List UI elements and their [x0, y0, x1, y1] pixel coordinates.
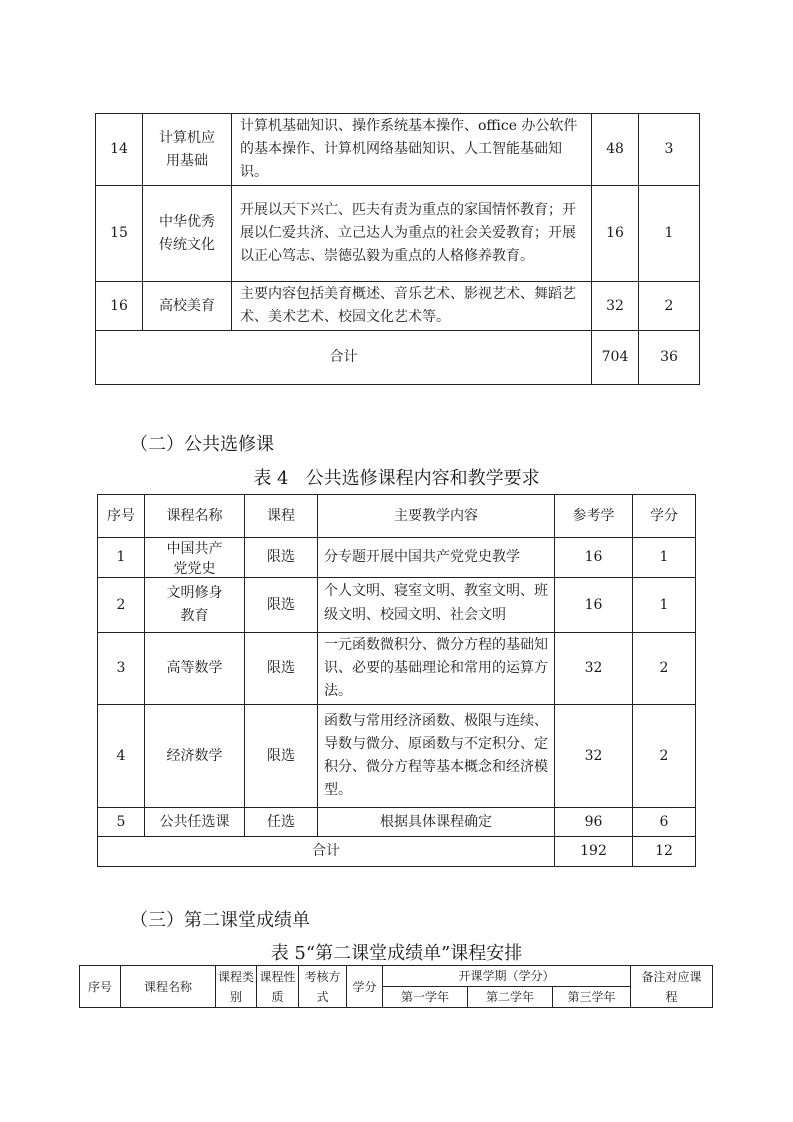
- course-credits: 2: [633, 633, 696, 705]
- total-row: [98, 837, 696, 867]
- total-row: [96, 331, 700, 385]
- header-remark: 备注对应课程: [631, 966, 713, 1008]
- course-credits: 3: [639, 114, 700, 186]
- course-content: 分专题开展中国共产党党史教学: [318, 538, 555, 578]
- row-number: 5: [98, 808, 145, 837]
- course-name: 计算机应用基础: [143, 114, 232, 186]
- header-year-2: 第二学年: [468, 987, 553, 1008]
- course-content: 个人文明、寝室文明、教室文明、班级文明、校园文明、社会文明: [318, 578, 555, 633]
- course-hours: 96: [555, 808, 633, 837]
- required-courses-table-continuation: [95, 113, 700, 385]
- total-hours: 704: [592, 331, 639, 385]
- header-category: 课程类别: [216, 966, 257, 1008]
- course-type: 任选: [245, 808, 318, 837]
- row-number: 15: [96, 186, 143, 282]
- table-row: [98, 538, 696, 578]
- total-label: 合计: [96, 331, 592, 385]
- course-hours: 16: [555, 538, 633, 578]
- course-credits: 1: [633, 538, 696, 578]
- table-row: [96, 186, 700, 282]
- section-heading-public-electives: （二）公共选修课: [130, 434, 274, 455]
- course-content: 主要内容包括美育概述、音乐艺术、影视艺术、舞蹈艺术、美术艺术、校园文化艺术等。: [232, 282, 592, 331]
- header-type: 课程: [245, 495, 318, 538]
- second-classroom-schedule-table: [79, 965, 713, 1008]
- course-credits: 6: [633, 808, 696, 837]
- table-row: [98, 705, 696, 808]
- course-name: 高校美育: [143, 282, 232, 331]
- total-hours: 192: [555, 837, 633, 867]
- course-credits: 2: [633, 705, 696, 808]
- course-content: 一元函数微积分、微分方程的基础知识、必要的基础理论和常用的运算方法。: [318, 633, 555, 705]
- table-row: [98, 808, 696, 837]
- course-content: 计算机基础知识、操作系统基本操作、office 办公软件的基本操作、计算机网络基础知识、人工智能基础知识。: [232, 114, 592, 186]
- row-number: 14: [96, 114, 143, 186]
- course-type: 限选: [245, 538, 318, 578]
- total-credits: 12: [633, 837, 696, 867]
- row-number: 2: [98, 578, 145, 633]
- table-caption: 表 4 公共选修课程内容和教学要求: [253, 468, 540, 489]
- public-electives-table: [97, 494, 696, 867]
- course-name: 文明修身教育: [145, 578, 245, 633]
- course-hours: 16: [592, 186, 639, 282]
- section-heading-second-classroom: （三）第二课堂成绩单: [130, 910, 310, 931]
- header-no: 序号: [98, 495, 145, 538]
- course-name: 高等数学: [145, 633, 245, 705]
- course-hours: 32: [555, 705, 633, 808]
- course-hours: 32: [555, 633, 633, 705]
- course-credits: 1: [639, 186, 700, 282]
- header-name: 课程名称: [145, 495, 245, 538]
- header-nature: 课程性质: [257, 966, 299, 1008]
- table-row: [96, 282, 700, 331]
- table-header-row: [98, 495, 696, 538]
- row-number: 4: [98, 705, 145, 808]
- table-caption: 表 5“第二课堂成绩单”课程安排: [270, 943, 523, 964]
- course-content: 函数与常用经济函数、极限与连续、导数与微分、原函数与不定积分、定积分、微分方程等基本概念和经济模型。: [318, 705, 555, 808]
- total-credits: 36: [639, 331, 700, 385]
- course-name: 经济数学: [145, 705, 245, 808]
- course-name: 中华优秀传统文化: [143, 186, 232, 282]
- course-name: 中国共产党党史: [145, 538, 245, 578]
- course-type: 限选: [245, 578, 318, 633]
- course-credits: 2: [639, 282, 700, 331]
- row-number: 16: [96, 282, 143, 331]
- row-number: 1: [98, 538, 145, 578]
- header-credit: 学分: [347, 966, 383, 1008]
- header-year-1: 第一学年: [383, 987, 468, 1008]
- header-year-3: 第三学年: [553, 987, 631, 1008]
- table-row: [96, 114, 700, 186]
- header-credits: 学分: [633, 495, 696, 538]
- table-header-row: [80, 966, 713, 987]
- course-hours: 32: [592, 282, 639, 331]
- table-row: [98, 578, 696, 633]
- header-assessment: 考核方式: [299, 966, 347, 1008]
- course-hours: 48: [592, 114, 639, 186]
- row-number: 3: [98, 633, 145, 705]
- course-credits: 1: [633, 578, 696, 633]
- course-content: 根据具体课程确定: [318, 808, 555, 837]
- course-hours: 16: [555, 578, 633, 633]
- table-row: [98, 633, 696, 705]
- total-label: 合计: [98, 837, 555, 867]
- header-name: 课程名称: [121, 966, 216, 1008]
- course-type: 限选: [245, 705, 318, 808]
- header-no: 序号: [80, 966, 121, 1008]
- course-type: 限选: [245, 633, 318, 705]
- header-content: 主要教学内容: [318, 495, 555, 538]
- header-term: 开课学期（学分）: [383, 966, 631, 987]
- course-name: 公共任选课: [145, 808, 245, 837]
- course-content: 开展以天下兴亡、匹夫有责为重点的家国情怀教育；开展以仁爱共济、立己达人为重点的社会关爱教育；开展以正心笃志、崇德弘毅为重点的人格修养教育。: [232, 186, 592, 282]
- header-hours: 参考学: [555, 495, 633, 538]
